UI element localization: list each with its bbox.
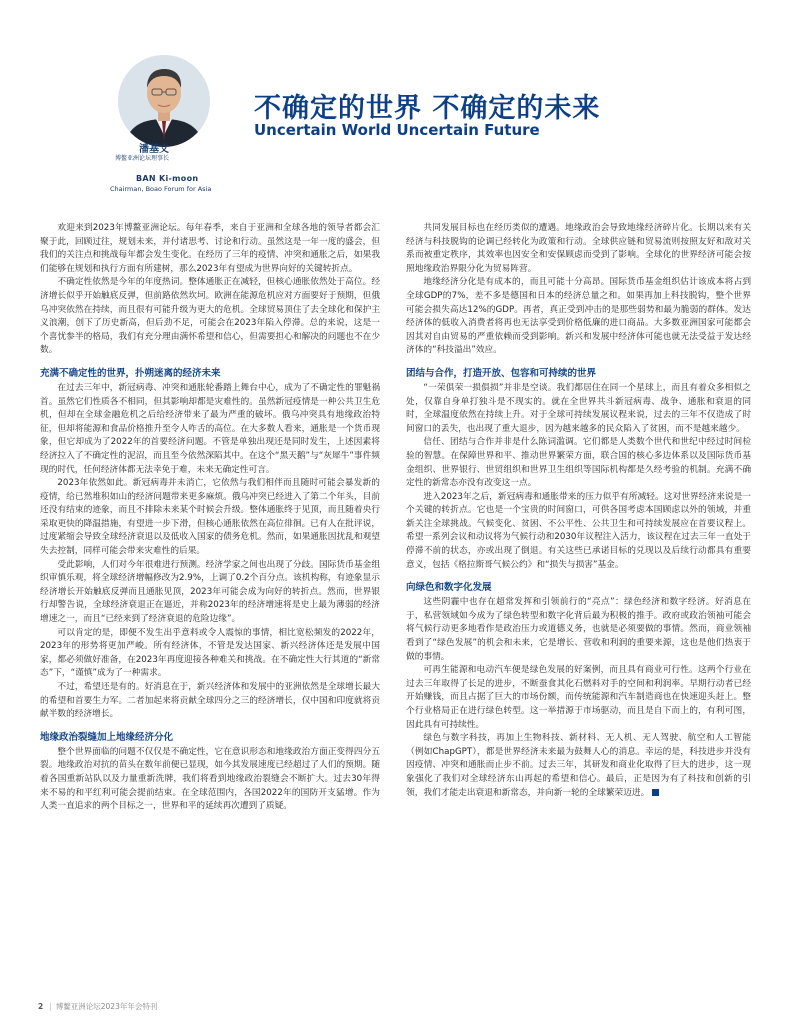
portrait-image <box>118 55 210 147</box>
article-title-cn: 不确定的世界 不确定的未来 <box>254 93 601 124</box>
left-column <box>40 222 380 814</box>
author-name-cn: 潘基文 <box>139 144 169 155</box>
paragraph: 信任、团结与合作并非是什么陈词滥调。它们都是人类数个世代和世纪中经过时间检验的智慧。在保障世界和平、推动世界繁荣方面，联合国的核心多边体系以及国际货币基金组织、世界银行、世贸组织和世界卫生组织等国际机构都是久经考验的机制。充满不确定性的新常态亦没有改变这一点。 <box>406 437 751 489</box>
author-name-en: BAN Ki-moon <box>136 174 199 183</box>
publication-name: 博鳌亚洲论坛2023年年会特刊 <box>55 1002 158 1011</box>
paragraph: 2023年依然如此。新冠病毒并未消亡，它依然与我们相伴而且随时可能会暴发新的疫情，给已然堆积如山的经济问题带来更多麻烦。俄乌冲突已经进入了第二个年头，目前还没有结束的迹象，而且不排除未来某个时候会升级。整体通胀终于见顶，而且随着央行采取更快的降温措施，有望进一步下滑，但核心通胀依然在高位徘徊。已有人在批评说，过度紧缩会导致全球经济衰退以及低收入国家的债务危机。然而，如果通胀因扰乱和观望失去控制，同样可能会带来灾难性的后果。 <box>40 478 380 557</box>
paragraph: 共同发展目标也在经历类似的遭遇。地缘政治会导致地缘经济碎片化。长期以来有关经济与科技脱钩的论调已经转化为政策和行动。全球供应链和贸易流则按照友好和敌对关系而被重定秩序，其效率也因安全和安保顾虑而受到了影响。全球化的世界经济可能会按照地缘政治界限分化为贸易阵营。 <box>406 223 751 274</box>
paragraph: 受此影响，人们对今年很难进行预测。经济学家之间也出现了分歧。国际货币基金组织审慎乐观，将全球经济增幅修改为2.9%，上调了0.2个百分点。该机构称，有迹象显示经济增长开始触底反弹而且通胀见顶，2023年可能会成为向好的转折点。然而，世界银行却警告说，全球经济衰退正在逼近，并称2023年的经济增速将是史上最为薄弱的经济增速之一，而且“已经来到了经济衰退的危险边缘”。 <box>40 559 380 625</box>
paragraph-text: 绿色与数字科技，再加上生物科技、新材料、无人机、无人驾驶、航空和人工智能（例如ChapGPT），都是世界经济未来最为鼓舞人心的消息。幸运的是，科技进步并没有因疫情、冲突和通胀而止步不前。过去三年，其研发和商业化取得了巨大的进步，这一现象强化了我们对全球经济东山再起的希望和信心。最后，正是因为有了科技和创新的引领，我们才能走出衰退和新常态，并向新一轮的全球繁荣迈进。 <box>406 733 751 798</box>
paragraph: “一荣俱荣一损俱损”并非是空谈。我们都居住在同一个星球上，而且有着众多相似之处，仅靠自身单打独斗是不现实的。就在全世界共斗新冠病毒、战争、通胀和衰退的同时，全球温度依然在持续上升。对于全球可持续发展议程来说，过去的三年不仅造成了时间窗口的丢失，也出现了重大退步，因为越来越多的民众陷入了贫困，而不是越来越少。 <box>406 382 751 434</box>
author-photo <box>118 55 210 147</box>
paragraph-final <box>406 732 751 800</box>
page-footer <box>38 1001 157 1012</box>
paragraph: 可再生能源和电动汽车便是绿色发展的好案例，而且具有商业可行性。这两个行业在过去三年取得了长足的进步，不断蚕食其化石燃料对手的空间和利润率。早期行动者已经开始赚钱，而且占据了巨大的市场份额，而传统能源和汽车制造商也在快速迎头赶上。整个行业格局正在进行绿色转型。这一举措源于市场驱动，而且是自下而上的，有利可图，因此具有可持续性。 <box>406 665 751 730</box>
author-role-cn: 博鳌亚洲论坛理事长 <box>115 155 170 162</box>
section-heading: 充满不确定性的世界，扑朔迷离的经济未来 <box>40 367 221 379</box>
section-heading: 向绿色和数字化发展 <box>406 582 492 594</box>
section-heading: 团结与合作，打造开放、包容和可持续的世界 <box>406 367 597 379</box>
divider-icon: | <box>49 1002 52 1011</box>
paragraph: 可以肯定的是，即便不发生出乎意料或令人震惊的事情，相比宽松频发的2022年，2023年的形势将更加严峻。所有经济体，不管是发达国家、新兴经济体还是发展中国家，都必须做好准备，在2023年再度迎接各种难关和挑战。在不确定性大行其道的“新常态”下，“谨慎”成为了一种需求。 <box>40 627 380 679</box>
paragraph: 这些阴霾中也存在超常发挥和引领前行的“亮点”：绿色经济和数字经济。好消息在于，私营领域如今成为了绿色转型和数字化背后最为积极的推手。政府或政治领袖可能会将气候行动更多地看作是政治压力或道德义务，也就是必须要做的事情。然而，商业领袖看到了“绿色发展”的机会和未来，它是增长、营收和利润的重要来源，这也是他们热衷于做的事情。 <box>406 597 751 662</box>
paragraph: 欢迎来到2023年博鳌亚洲论坛。每年春季，来自于亚洲和全球各地的领导者都会汇聚于此，回顾过往，规划未来，并付诸思考、讨论和行动。虽然这是一年一度的盛会，但我们的关注点和挑战每年都会发生变化。在经历了三年的疫情、冲突和通胀之后，如果我们能够在规划和执行方面有所建树，那么2023年有望成为世界向好的关键转折点。 <box>40 223 380 274</box>
author-role-en: Chairman, Boao Forum for Asia <box>110 185 212 193</box>
section-heading: 地缘政治裂缝加上地缘经济分化 <box>40 731 174 743</box>
paragraph: 不过，希望还是有的。好消息在于，新兴经济体和发展中的亚洲依然是全球增长最大的希望和首要生力军。二者加起来将贡献全球四分之三的经济增长，仅中国和印度就将贡献半数的经济增长。 <box>40 682 380 720</box>
paragraph: 不确定性依然是今年的年度热词。整体通胀正在减轻，但核心通胀依然处于高位。经济增长似乎开始触底反弹，但前路依然坎坷。欧洲在能源危机应对方面要好于预期，但俄乌冲突依然在持续，而且很有可能升级为更大的危机。全球贸易顶住了去全球化和保护主义浪潮，创下了历史新高，但后劲不足，可能会在2023年陷入停滞。总的来说，这是一个喜忧参半的格局，我们有充分理由满怀希望和信心，但需要担心和解决的问题也不在少数。 <box>40 277 380 356</box>
end-mark-icon <box>652 789 659 796</box>
paragraph: 地缘经济分化是有成本的，而且可能十分高昂。国际货币基金组织估计该成本将占到全球GDP的7%，差不多是德国和日本的经济总量之和。如果再加上科技脱钩，整个世界可能会损失高达12%的GDP。再者，真正受到冲击的是那些弱势和最为脆弱的群体。发达经济体的低收入消费者将再也无法享受到价格低廉的进口商品。大多数亚洲国家可能都会因其对自由贸易的严重依赖而受到影响。新兴和发展中经济体可能也就无法受益于发达经济体的“科技溢出”效应。 <box>406 277 751 356</box>
paragraph: 整个世界面临的问题不仅仅是不确定性，它在意识形态和地缘政治方面正变得四分五裂。地缘政治对抗的苗头在数年前便已显现，如今其发展速度已经超过了人们的预期。随着各国重新站队以及力量重新洗牌，我们将看到地缘政治裂缝会不断扩大。过去30年得来不易的和平红利可能会提前结束。在全球范围内，各国2022年的国防开支猛增。作为人类一直追求的两个目标之一，世界和平的延续再次遭到了质疑。 <box>40 746 380 812</box>
paragraph: 在过去三年中，新冠病毒、冲突和通胀轮番踏上舞台中心，成为了不确定性的罪魁祸首。虽然它们性质各不相同，但其影响却都是灾难性的。虽然新冠疫情是一种公共卫生危机，但却在全球金融危机之后给经济带来了最为严重的破坏。俄乌冲突具有地缘政治特征，但却将能源和食品价格推升至令人咋舌的高位。在大多数人看来，通胀是一个货币现象，但它却成为了2022年的首要经济问题。不管是单独出现还是同时发生，上述因素将经济拉入了不确定性的泥沼，而且至今依然深陷其中。在这个“黑天鹅”与“灰犀牛”事件频现的时代，任何经济体都无法幸免于难，未来无确定性可言。 <box>40 382 380 475</box>
right-column <box>406 222 751 800</box>
article-title-en: Uncertain World Uncertain Future <box>254 121 540 139</box>
paragraph: 进入2023年之后，新冠病毒和通胀带来的压力似乎有所减轻。这对世界经济来说是一个关键的转折点。它也是一个宝贵的时间窗口，可供各国考虑本国顾虑以外的领域，并重新关注全球挑战。气候变化、贫困、不公平性、公共卫生和可持续发展应在首要议程上。希望一系列会议和动议将为气候行动和2030年议程注入活力，该议程在过去三年一直处于停滞不前的状态，亦或出现了倒退。有关这些已承诺目标的兑现以及后续行动都具有重要意义，包括《格拉斯哥气候公约》和“损失与损害”基金。 <box>406 491 751 570</box>
page-number: 2 <box>38 1002 44 1011</box>
